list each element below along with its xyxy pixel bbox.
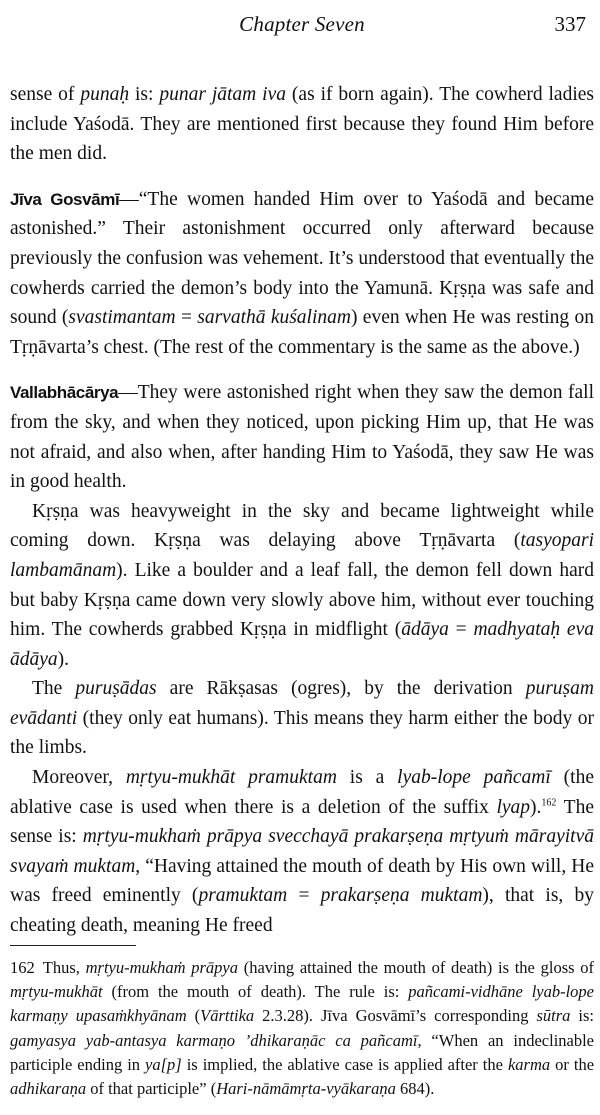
footnote-number: 162 [10, 958, 35, 977]
commentary-paragraph [10, 378, 594, 496]
running-head: Chapter Seven [239, 12, 365, 36]
commentary-text: —They were astonished right when they saw the demon fall from the sky, and when they noticed, upon picking Him up, that He was not afraid, and also when, after handing Him to Yaśodā, they saw He was in good health. [10, 382, 594, 493]
body-text [10, 80, 594, 941]
commentary-text: —“The women handed Him over to Yaśodā and became astonished.” Their astonishment occurred only afterward because previously the confusion was vehement. It’s understood that eventually the cowherds carried the demon’s body into the Yamunā. Kṛṣṇa was safe and sound (svastimantam = sarvathā kuśalinam) even when He was resting on Tṛṇāvarta’s chest. (The rest of the commentary is the same as the above.) [10, 188, 594, 358]
commentary-paragraph [10, 185, 594, 363]
commentator-name: Vallabhācārya [10, 383, 119, 403]
footnote-reference[interactable]: 162 [541, 797, 557, 809]
paragraph: Kṛṣṇa was heavyweight in the sky and became lightweight while coming down. Kṛṣṇa was delaying above Tṛṇāvarta (tasyopari lambamānam). Like a boulder and a leaf fall, the demon fell down hard but baby Kṛṣṇa came down very slowly above him, without ever touching him. The cowherds grabbed Kṛṣṇa in midflight (ādāya = madhyataḥ eva ādāya). [10, 500, 594, 670]
footnote-text: Thus, mṛtyu-mukhaṁ prāpya (having attained the mouth of death) is the gloss of mṛtyu-mukhāt (from the mouth of death). The rule is: pañcami-vidhāne lyab-lope karmaṇy upasaṁkhyānam (Vārttika 2.3.28). Jīva Gosvāmī’s corresponding sūtra is: gamyasya yab-antasya karmaṇo ’dhikaraṇāc ca pañcamī, “When an indeclinable participle ending in ya[p] is implied, the ablative case is applied after the karma or the adhikaraṇa of that participle” (Hari-nāmāmṛta-vyākaraṇa 684). [10, 958, 595, 1099]
paragraph: sense of punaḥ is: punar jātam iva (as if born again). The cowherd ladies include Yaśodā. They are mentioned first because they found Him before the men did. [10, 84, 594, 165]
page-header [10, 12, 594, 42]
footnote-rule [10, 945, 136, 946]
page-number: 337 [554, 12, 586, 36]
commentator-name: Jīva Gosvāmī [10, 189, 120, 209]
footnote [10, 956, 594, 1101]
paragraph: Moreover, mṛtyu-mukhāt pramuktam is a lyab-lope pañcamī (the ablative case is used when there is a deletion of the suffix lyap).$^{162}$ The sense is: mṛtyu-mukhaṁ prāpya svecchayā prakarṣeṇa mṛtyuṁ mārayitvā svayaṁ muktam, “Having attained the mouth of death by His own will, He was freed eminently (pramuktam = prakarṣeṇa muktam), that is, by cheating death, meaning He freed [10, 767, 595, 937]
paragraph: The puruṣādas are Rākṣasas (ogres), by the derivation puruṣam evādanti (they only eat humans). This means they harm either the body or the limbs. [10, 678, 594, 759]
